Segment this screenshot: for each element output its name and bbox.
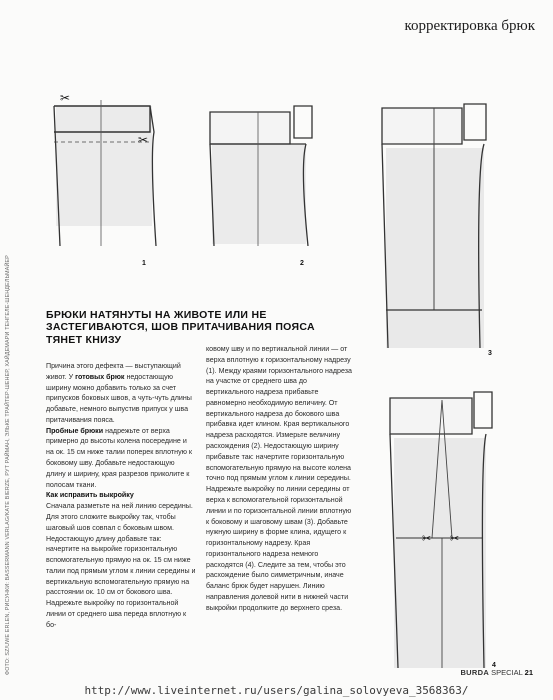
figure-number: 1 [142,260,146,267]
paragraph: Сначала разметьте на ней линию середины. Для этого сложите выкройку так, чтобы шаговый шов совпал с боковым швом. Недостающую длину добавьте так: начертите на выкройке горизонтальную вспомогательную прямую на ок. 15 см ниже талии под прямым углом к линии середины и вертикальную вспомогательную прямую на расстоянии ок. 10 см от бокового шва. Надрежьте выкройку по горизонтальной линии от среднего шва переда вплотную к бо- [46,502,196,629]
text-run: надрежьте от верха примерно до высоты колена посередине и на ок. 15 см ниже талии поперек вплотную к боковому шву. Добавьте недостающую длину и ширину, края разрезов приколите к полосам ткани. [46,426,193,489]
page-number: 21 [524,668,533,677]
figure-2-drawing [194,86,324,246]
pattern-shading [394,438,486,668]
article-heading: БРЮКИ НАТЯНУТЫ НА ЖИВОТЕ ИЛИ НЕ ЗАСТЕГИВАЮТСЯ, ШОВ ПРИТАЧИВАНИЯ ПОЯСА ТЯНЕТ КНИЗУ [46,309,315,346]
watermark-url: http://www.liveinternet.ru/users/galina_solovyeva_3568363/ [84,684,469,697]
figure-4-drawing [380,390,500,670]
bold-term: готовых брюк [75,372,125,381]
pattern-shading [212,144,306,244]
section-title: корректировка брюк [404,18,535,34]
page-folio [460,668,533,677]
text-run: недостающую ширину можно добавить только за счет припусков боковых швов, а чуть-чуть длины добавьте, немного выпустив припуск у шва притачивания пояса. [46,372,192,424]
figure-3-drawing [372,100,497,350]
figure-1-drawing [46,86,166,246]
pattern-shading [386,148,484,348]
waistband-added-piece [294,106,312,138]
figure-number: 3 [488,350,492,357]
scissors-icon: ✂ [450,533,460,545]
waistband-added-piece [474,392,492,428]
scissors-icon: ✂ [60,91,71,105]
scissors-icon: ✂ [422,533,432,545]
magazine-edition: SPECIAL [491,668,523,677]
subheading: Как исправить выкройку [46,491,134,500]
waistband-added-piece [464,104,486,140]
waistband [210,112,290,144]
text-column-2 [206,344,353,614]
photo-credit: ФОТО: SZ/UWE ERLEN, РИСУНКИ: BASSERMANN VERLAG/KATE BIERZE, РУТ РАЙМАН, ЭЛЬКЕ ТРАЙТЕР-ШЕНЕР, ХАЙДЕМАРИ ТЕНГЕЛЕ-ШЕНДЕЛЬМАЙЕР [5,255,11,675]
paragraph: ковому шву и по вертикальной линии — от верха вплотную к горизонтальному надрезу (1). Между краями горизонтального надреза на участке от среднего шва до вертикального надреза прибавьте равномерно необходимую величину. От вертикального надреза до бокового шва прибавка идет клином. Края вертикального надреза расходятся. Измерьте величину расхождения (2). Недостающую ширину прибавьте так: начертите горизонтальную вспомогательную прямую на высоте колена точно под прямым углом к линии середины. Надрежьте выкройку по линии середины от верха к вспомогательной горизонтальной линии и по горизонтальной линии вплотную к боковому и шаговому швам (3). Добавьте нужную ширину в форме клина, идущего к горизонтальному надрезу. Края горизонтального надреза немного расходятся (4). Следите за тем, чтобы это расхождение было симметричным, иначе баланс брюк будет нарушен. Линию направления долевой нити в нижней части выкройки продолжите до верхнего среза. [206,345,352,612]
paragraph [46,426,196,491]
pattern-shading [56,106,152,226]
bold-term: Пробные брюки [46,426,104,435]
figure-number: 2 [300,260,304,267]
figure-1 [46,86,166,267]
scissors-icon: ✂ [138,133,149,147]
figure-3 [372,100,497,357]
figure-4 [380,390,500,670]
magazine-brand: BURDA [460,668,490,677]
paragraph [46,490,196,501]
waistband [382,108,462,144]
text-column-1 [46,361,196,631]
figure-2 [194,86,324,267]
text-run: Причина этого дефекта — выступающий живот. У [46,362,181,381]
figure-number: 4 [492,662,496,669]
paragraph [46,361,196,426]
waistband [390,398,472,434]
